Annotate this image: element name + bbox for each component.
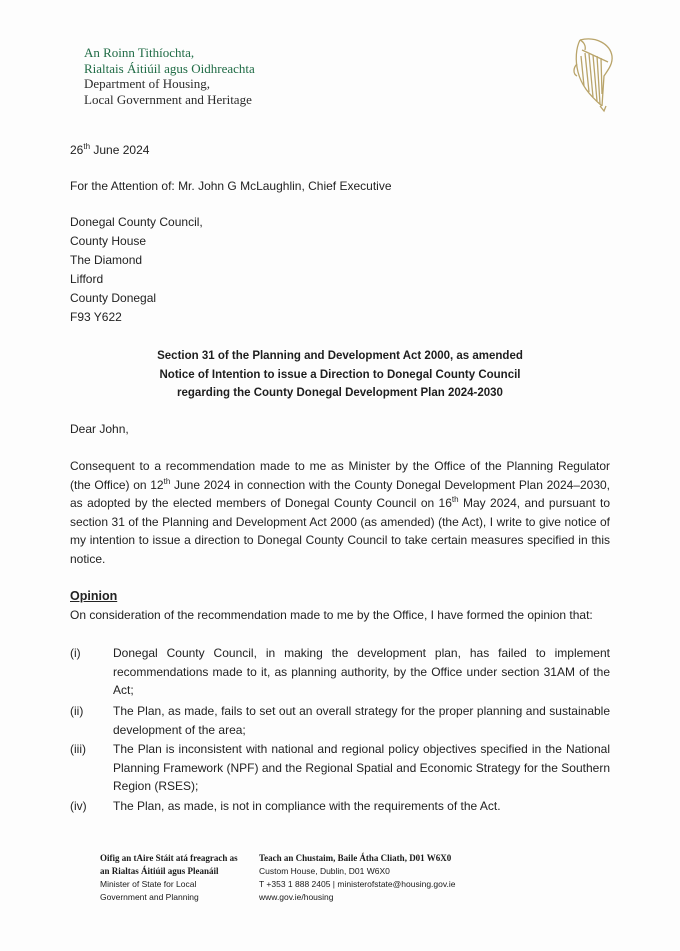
date-rest: June 2024	[90, 143, 150, 157]
opinion-heading: Opinion	[70, 589, 118, 603]
department-name-block	[84, 45, 255, 107]
footer-contact[interactable]: T +353 1 888 2405 | ministerofstate@housing.gov.ie	[259, 879, 456, 889]
footer-minister-block	[100, 852, 238, 904]
address-line: Lifford	[70, 272, 104, 286]
department-english-line-2: Local Government and Heritage	[84, 91, 252, 107]
letter-date	[70, 143, 149, 158]
opinion-item-text: Donegal County Council, in making the development plan, has failed to implement recommendations made to it, as planning authority, by the Office under section 31AM of the Act;	[113, 646, 610, 697]
intro-paragraph-sup-1: th	[163, 476, 171, 486]
footer-minister-english-1: Minister of State for Local	[100, 879, 197, 889]
intro-paragraph-part-a: Consequent to a recommendation made to me as Minister by the Office of the Planning Regulator (the Office) on 12	[70, 459, 610, 492]
address-line: The Diamond	[70, 253, 143, 267]
intro-paragraph-part-b: June 2024 in connection with the County Donegal Development Plan 2024–2030, as adopted by the elected members of Donegal County Council on 16	[70, 477, 610, 510]
date-suffix: th	[83, 142, 91, 151]
intro-paragraph-sup-2: th	[451, 495, 459, 504]
intro-paragraph-part-c: May 2024, and pursuant to section 31 of the Planning and Development Act 2000 (as amended) (the Act), I write to give notice of my intention to issue a direction to Donegal County Council to take certain measures specified in this notice.	[70, 496, 610, 566]
footer-minister-irish-2: an Rialtas Áitiúil agus Pleanáil	[100, 866, 219, 876]
footer-address-irish: Teach an Chustaim, Baile Átha Cliath, D01 W6X0	[259, 853, 452, 863]
attention-line: For the Attention of: Mr. John G McLaughlin, Chief Executive	[70, 179, 392, 193]
salutation: Dear John,	[70, 422, 129, 436]
harp-icon	[566, 34, 618, 114]
opinion-item-number: (ii)	[70, 704, 84, 718]
footer-website-link[interactable]: www.gov.ie/housing	[259, 892, 334, 902]
opinion-item-number: (i)	[70, 646, 81, 660]
date-day: 26	[70, 143, 84, 157]
notice-heading	[70, 347, 610, 403]
notice-heading-line-1: Section 31 of the Planning and Development Act 2000, as amended	[157, 350, 523, 362]
address-line: County House	[70, 234, 147, 248]
footer-minister-irish-1: Oifig an tAire Stáit atá freagrach as	[100, 853, 238, 863]
department-irish-line-1: An Roinn Tithíochta,	[84, 45, 195, 60]
notice-heading-line-2: Notice of Intention to issue a Direction to Donegal County Council	[159, 368, 521, 381]
department-english-line-1: Department of Housing,	[84, 76, 211, 91]
address-line: Donegal County Council,	[70, 215, 203, 229]
footer-address-block	[259, 852, 455, 904]
footer-minister-english-2: Government and Planning	[100, 892, 199, 902]
footer-address-english: Custom House, Dublin, D01 W6X0	[259, 866, 390, 876]
department-irish-line-2: Rialtais Áitiúil agus Oidhreachta	[84, 60, 255, 76]
opinion-item-number: (iii)	[70, 742, 86, 756]
opinion-item-number: (iv)	[70, 799, 87, 813]
notice-heading-line-3: regarding the County Donegal Development Plan 2024-2030	[177, 387, 503, 399]
opinion-item-text: The Plan is inconsistent with national and regional policy objectives specified in the National Planning Framework (NPF) and the Regional Spatial and Economic Strategy for the Southern Region (RSES);	[113, 742, 610, 793]
address-line: F93 Y622	[70, 310, 122, 324]
address-line: County Donegal	[70, 291, 157, 305]
opinion-item-text: The Plan, as made, fails to set out an overall strategy for the proper planning and sustainable development of the area;	[113, 704, 610, 737]
opinion-item-text: The Plan, as made, is not in compliance with the requirements of the Act.	[113, 799, 501, 813]
intro-paragraph	[70, 457, 610, 568]
opinion-intro: On consideration of the recommendation made to me by the Office, I have formed the opinion that:	[70, 608, 593, 622]
